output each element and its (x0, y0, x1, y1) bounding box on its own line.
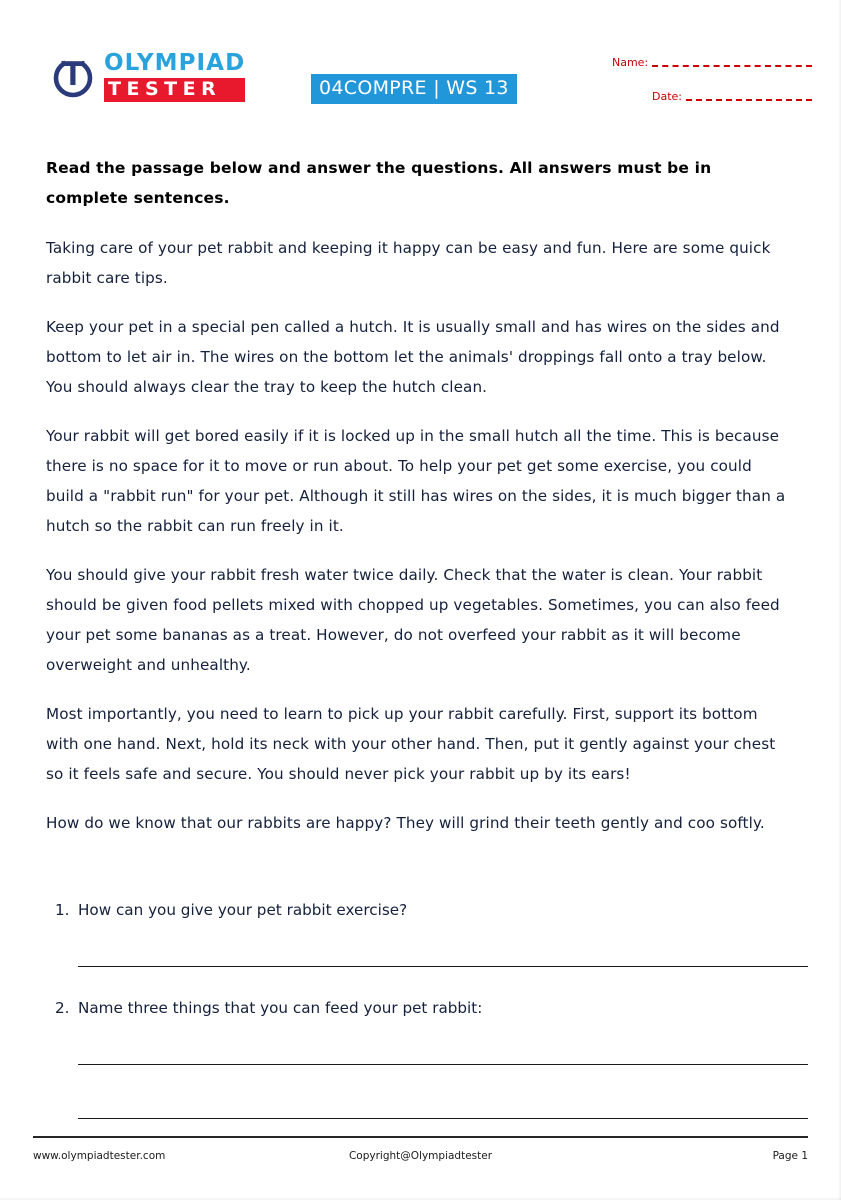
footer-row (33, 1150, 808, 1162)
answer-write-line[interactable] (78, 966, 808, 967)
question-number: 1. (55, 901, 70, 919)
passage-paragraph: You should give your rabbit fresh water twice daily. Check that the water is clean. Your rabbit should be given food pellets mixed with chopped up vegetables. Sometimes, you can also feed your pet some bananas as a treat. However, do not overfeed your rabbit as it will become overweight and unhealthy. (46, 566, 780, 674)
questions-section (46, 898, 806, 1119)
answer-write-line[interactable] (78, 1118, 808, 1119)
date-field-row[interactable] (612, 90, 812, 103)
logo-word-tester: TESTER (108, 78, 222, 100)
footer-website[interactable]: www.olympiadtester.com (33, 1150, 166, 1162)
question-item (46, 996, 806, 1119)
olympiad-power-t-icon (50, 54, 96, 100)
passage-paragraph: Most importantly, you need to learn to pick up your rabbit carefully. First, support its bottom with one hand. Next, hold its neck with your other hand. Then, put it gently against your chest so it feels safe and secure. You should never pick your rabbit up by its ears! (46, 705, 776, 783)
olympiad-tester-logo (50, 52, 245, 102)
passage-paragraph: Your rabbit will get bored easily if it is locked up in the small hutch all the time. This is because there is no space for it to move or run about. To help your pet get some exercise, you could build a "rabbit run" for your pet. Although it still has wires on the sides, it is much bigger than a hutch so the rabbit can run freely in it. (46, 427, 786, 535)
logo-word-olympiad: OLYMPIAD (104, 50, 246, 76)
passage-paragraph: Taking care of your pet rabbit and keeping it happy can be easy and fun. Here are some quick rabbit care tips. (46, 239, 771, 287)
page-footer (33, 1136, 808, 1162)
question-row (46, 898, 806, 922)
student-info-block (612, 56, 812, 103)
logo-wordmark (104, 52, 245, 102)
date-label: Date: (652, 90, 682, 103)
worksheet-title-banner: 04COMPRE | WS 13 (311, 74, 517, 104)
question-text: How can you give your pet rabbit exercise? (78, 901, 408, 919)
passage-paragraphs (46, 233, 794, 838)
logo-word-tester-block (104, 78, 245, 102)
instruction-text: Read the passage below and answer the questions. All answers must be in complete sentences. (46, 159, 712, 207)
question-item (46, 898, 806, 967)
passage-section (46, 153, 794, 838)
date-write-line[interactable] (686, 99, 812, 101)
answer-write-line[interactable] (78, 1064, 808, 1065)
name-label: Name: (612, 56, 649, 69)
footer-divider (33, 1136, 808, 1138)
question-text: Name three things that you can feed your pet rabbit: (78, 999, 483, 1017)
passage-paragraph: How do we know that our rabbits are happy? They will grind their teeth gently and coo softly. (46, 814, 765, 832)
footer-page-number: Page 1 (772, 1150, 808, 1162)
passage-paragraph: Keep your pet in a special pen called a hutch. It is usually small and has wires on the sides and bottom to let air in. The wires on the bottom let the animals' droppings fall onto a tray below. You should always clear the tray to keep the hutch clean. (46, 318, 780, 396)
footer-copyright: Copyright@Olympiadtester (348, 1150, 493, 1162)
question-number: 2. (55, 999, 70, 1017)
name-write-line[interactable] (652, 65, 812, 67)
name-field-row[interactable] (612, 56, 812, 69)
page-header (0, 0, 841, 130)
question-row (46, 996, 806, 1020)
